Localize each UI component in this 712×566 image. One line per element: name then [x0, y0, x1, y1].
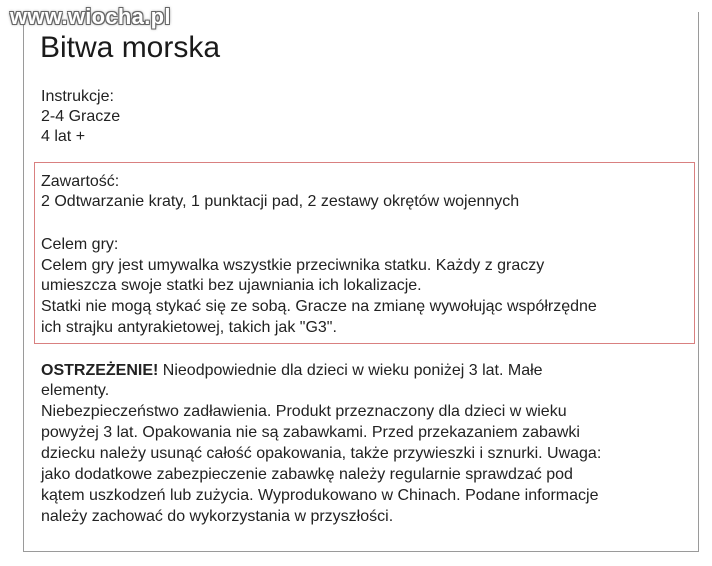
- warning-label: OSTRZEŻENIE!: [41, 362, 159, 379]
- goal-line: umieszcza swoje statki bez ujawniania ich lokalizacje.: [41, 277, 422, 294]
- contents-text: 2 Odtwarzanie kraty, 1 punktacji pad, 2 zestawy okrętów wojennych: [41, 193, 520, 210]
- warning-line: powyżej 3 lat. Opakowania nie są zabawkami. Przed przekazaniem zabawki: [41, 424, 580, 441]
- warning-line: kątem uszkodzeń lub zużycia. Wyprodukowano w Chinach. Podane informacje: [41, 487, 599, 504]
- goal-line: Celem gry jest umywalka wszystkie przeciwnika statku. Każdy z graczy: [41, 257, 545, 274]
- warning-line: elementy.: [41, 382, 110, 399]
- warning-line: dziecku należy usunąć całość opakowania, także przywieszki i sznurki. Uwaga:: [41, 445, 602, 462]
- warning-line: jako dodatkowe zabezpieczenie zabawkę należy regularnie sprawdzać pod: [41, 466, 573, 483]
- warning-line: Niebezpieczeństwo zadławienia. Produkt przeznaczony dla dzieci w wieku: [41, 403, 567, 420]
- page-title: Bitwa morska: [40, 31, 221, 64]
- instructions-heading: Instrukcje:: [41, 88, 114, 105]
- warning-first-line-text: Nieodpowiednie dla dzieci w wieku poniżej 3 lat. Małe: [158, 362, 543, 379]
- warning-first-line: [41, 360, 543, 381]
- goal-line: ich strajku antyrakietowej, takich jak "G3".: [41, 319, 337, 336]
- watermark-logo: www.wiocha.pl: [10, 4, 171, 29]
- players-count: 2-4 Gracze: [41, 108, 121, 125]
- goal-line: Statki nie mogą stykać się ze sobą. Gracze na zmianę wywołując współrzędne: [41, 298, 597, 315]
- goal-heading: Celem gry:: [41, 236, 119, 253]
- age-rating: 4 lat +: [41, 128, 86, 145]
- warning-line: należy zachować do wykorzystania w przyszłości.: [41, 508, 394, 525]
- contents-heading: Zawartość:: [41, 173, 120, 190]
